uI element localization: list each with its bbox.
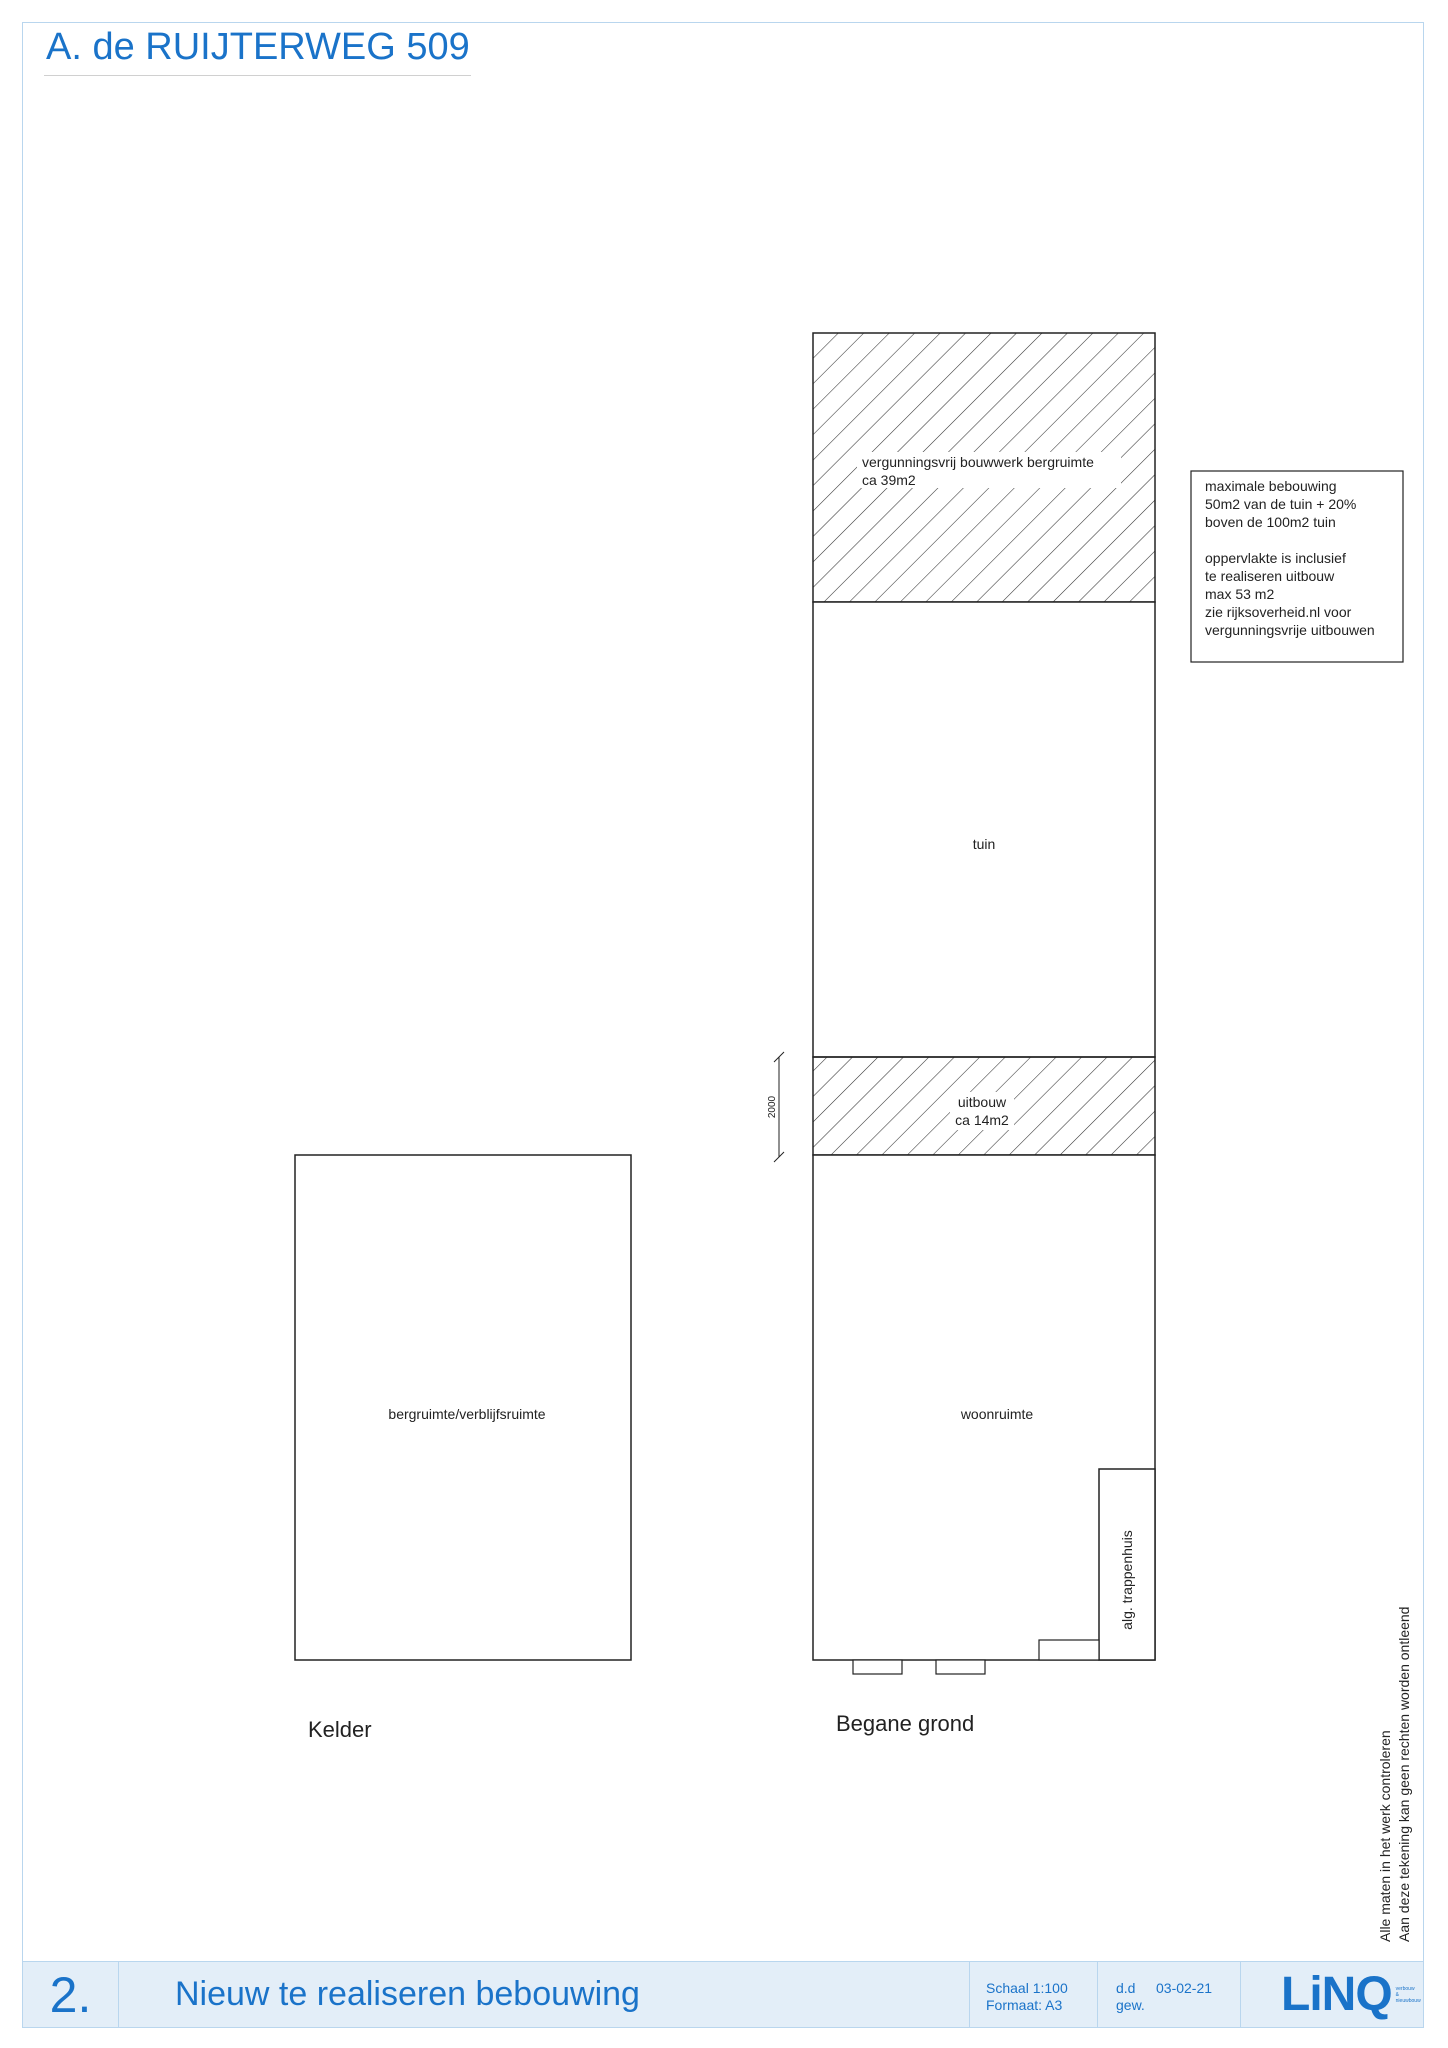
scale-block [970,1962,1098,2027]
bergruimte-label-line1: vergunningsvrij bouwwerk bergruimte [862,454,1094,470]
tuin-area [813,602,1155,1057]
tuin-label: tuin [972,836,996,852]
uitbouw-label-line1: uitbouw [957,1094,1007,1110]
revision-label: gew. [1116,1997,1145,2013]
date-value: 03-02-21 [1156,1980,1213,1996]
logo-wordmark: LiNQ [1281,1968,1392,2021]
note-line: te realiseren uitbouw [1205,568,1335,584]
page-title: A. de RUIJTERWEG 509 [46,26,470,68]
title-block [22,1961,1424,2028]
note-line: oppervlakte is inclusief [1205,550,1346,566]
kelder-room-label: bergruimte/verblijfsruimte [388,1406,546,1422]
logo-tagline: verbouw & nieuwbouw [1395,1985,1421,2004]
sheet-description: Nieuw te realiseren bebouwing [119,1962,970,2027]
note-line: maximale bebouwing [1205,478,1337,494]
bergruimte-label-line2: ca 39m2 [862,472,916,488]
disclaimer-line2: Aan deze tekening kan geen rechten worden ontleend [1396,1606,1412,1942]
date-label: d.d [1116,1980,1136,1996]
woonruimte-label: woonruimte [960,1406,1034,1422]
note-line: vergunningsvrije uitbouwen [1205,622,1375,638]
trappenhuis-label: alg. trappenhuis [1119,1530,1135,1630]
format-text: Formaat: A3 [986,1997,1063,2013]
entrance-step [1039,1640,1099,1660]
uitbouw-label-line2: ca 14m2 [955,1112,1009,1128]
sheet-number: 2. [23,1962,119,2027]
note-text [1205,478,1375,638]
company-logo [1241,1962,1425,2027]
window-sill-right [936,1660,985,1674]
date-block [1098,1962,1241,2027]
scale-text: Schaal 1:100 [986,1980,1068,1996]
note-line: max 53 m2 [1205,586,1275,602]
window-sill-left [853,1660,902,1674]
note-line: boven de 100m2 tuin [1205,514,1336,530]
note-line: zie rijksoverheid.nl voor [1205,604,1352,620]
date-row [1116,1980,1240,1997]
note-line: 50m2 van de tuin + 20% [1205,496,1357,512]
dimension-label: 2000 [767,1095,778,1119]
begane-grond-caption: Begane grond [836,1711,975,1736]
kelder-caption: Kelder [308,1717,372,1742]
disclaimer-line1: Alle maten in het werk controleren [1377,1730,1393,1942]
